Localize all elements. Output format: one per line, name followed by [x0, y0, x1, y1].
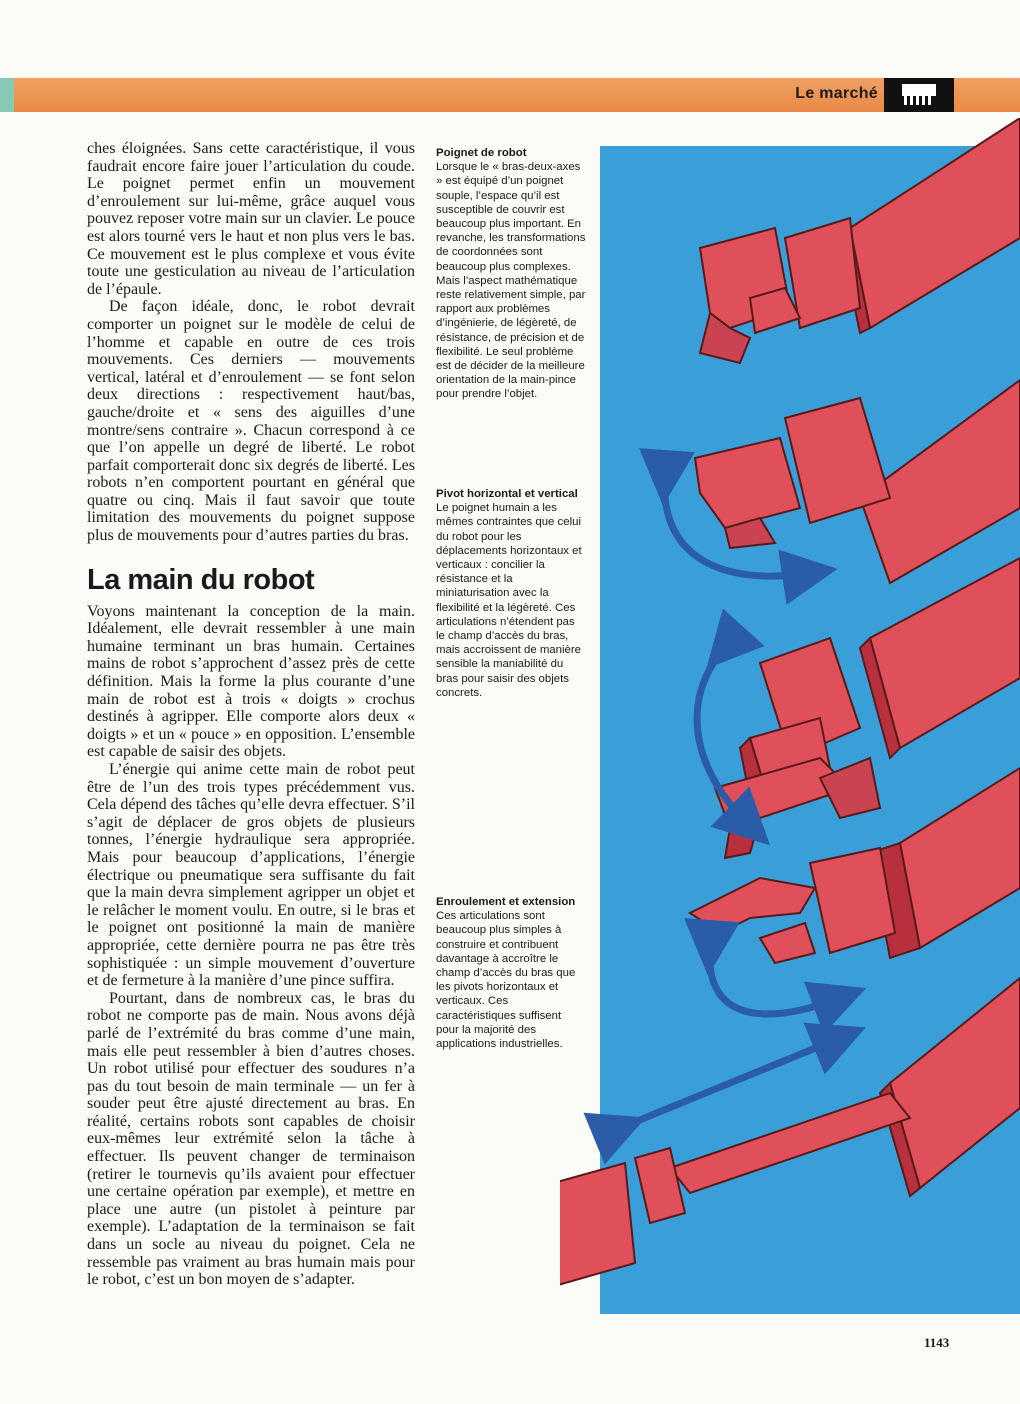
robot-wrist-illustration: [560, 118, 1020, 1314]
caption-pivot: [436, 487, 586, 700]
caption-pivot-text: Le poignet humain a les mêmes contraintes que celui du robot pour les déplacements horizontaux et verticaux : concilier la résistance et la miniaturisation avec la flexibilité et la légèreté. Ces articulations n’étendent pas le champ d’accès du bras, mais accroissent de manière sensible la maniabilité du bras pour saisir des objets concrets.: [436, 502, 582, 699]
paragraph-4: L’énergie qui anime cette main de robot peut être de l’un des trois types précédemment vus. Cela dépend des tâches qu’elle devra effectuer. S’il s’agit de déplacer de gros objets de plusieurs tonnes, l’énergie hydraulique sera appropriée. Mais pour beaucoup d’applications, l’énergie électrique ou pneumatique sera suffisante du fait que la main devra simplement agripper un objet et le relâcher le moment voulu. En outre, si le bras et le poignet ont positionné la main de manière appropriée, cette dernière pourra ne pas être très sophistiquée : un simple mouvement d’ouverture et de fermeture à la manière d’une pince suffira.: [87, 761, 415, 990]
caption-wrist: [436, 146, 586, 402]
page-number: 1143: [924, 1335, 950, 1350]
paragraph-3: Voyons maintenant la conception de la main. Idéalement, elle devrait ressembler à une main humaine terminant un bras humain. Certaines mains de robot s’approchent d’assez près de cette définition. Mais la forme la plus courante d’une main de robot est à trois « doigts » crochus destinés à agripper. Elle comporte alors deux « doigts » et un « pouce » en opposition. L’ensemble est capable de saisir des objets.: [87, 602, 415, 761]
chip-icon: [884, 78, 954, 112]
caption-roll-text: Ces articulations sont beaucoup plus simples à construire et contribuent davantage à accroître le champ d’accès du bras que les pivots horizontaux et verticaux. Ces caractéristiques suffisent pour la majorité des applications industrielles.: [436, 910, 576, 1051]
caption-roll: [436, 895, 586, 1051]
caption-wrist-title: Poignet de robot: [436, 147, 527, 159]
header-edge-tab: [0, 78, 14, 112]
section-heading: La main du robot: [87, 563, 315, 596]
paragraph-2: De façon idéale, donc, le robot devrait comporter un poignet sur le modèle de celui de l’homme et capable en outre de ces trois mouvements. Ces derniers — mouvements vertical, latéral et d’enroulement — se font selon deux directions : respectivement haut/bas, gauche/droite et « sens des aiguilles d’une montre/sens contraire ». Chacun correspond à ce que l’on appelle un degré de liberté. Le robot parfait comporterait donc six degrés de liberté. Les robots n’en comportent pourtant en général que quatre ou cinq. Mais il faut savoir que toute limitation des mouvements du poignet suppose plus de mouvements pour d’autres parties du bras.: [87, 298, 415, 545]
section-title: Le marché: [795, 85, 878, 102]
caption-roll-title: Enroulement et extension: [436, 896, 576, 908]
caption-pivot-title: Pivot horizontal et vertical: [436, 488, 578, 500]
caption-wrist-text: Lorsque le « bras-deux-axes » est équipé d’un poignet souple, l’espace qu’il est susceptible de couvrir est beaucoup plus important. En revanche, les transformations de coordonnées sont beaucoup plus complexes. Mais l’aspect mathématique reste relativement simple, par rapport aux problèmes d’ingénierie, de légèreté, de résistance, de précision et de flexibilité. Le seul problème est de décider de la meilleure orientation de la main-pince pour prendre l’objet.: [436, 161, 586, 401]
paragraph-1: ches éloignées. Sans cette caractéristique, il vous faudrait encore faire jouer l’articulation du coude. Le poignet permet enfin un mouvement d’enroulement sur lui-même, grâce auquel vous pouvez reposer votre main sur un clavier. Le pouce est alors tourné vers le haut et non plus vers le bas. Ce mouvement est le plus complexe et vous évite toute une gesticulation au niveau de l’articulation de l’épaule.: [87, 140, 415, 298]
paragraph-5: Pourtant, dans de nombreux cas, le bras du robot ne comporte pas de main. Nous avons déjà parlé de l’extrémité du bras comme d’une main, mais elle peut ressembler à bien d’autres choses. Un robot utilisé pour effectuer des soudures n’a pas du tout besoin de main terminale — un fer à souder peut être ajusté directement au bras. En réalité, certains robots sont capables de choisir eux-mêmes leur extrémité selon la tâche à effectuer. Ils peuvent changer de terminaison (retirer le tournevis qu’ils avaient pour effectuer une certaine opération par exemple), et mettre en place une autre (un pistolet à peinture par exemple). L’adaptation de la terminaison se fait dans un socle au niveau du poignet. Cela ne ressemble pas vraiment au bras humain mais pour le robot, c’est un bon moyen de s’adapter.: [87, 989, 415, 1289]
article-body: [87, 140, 415, 1289]
